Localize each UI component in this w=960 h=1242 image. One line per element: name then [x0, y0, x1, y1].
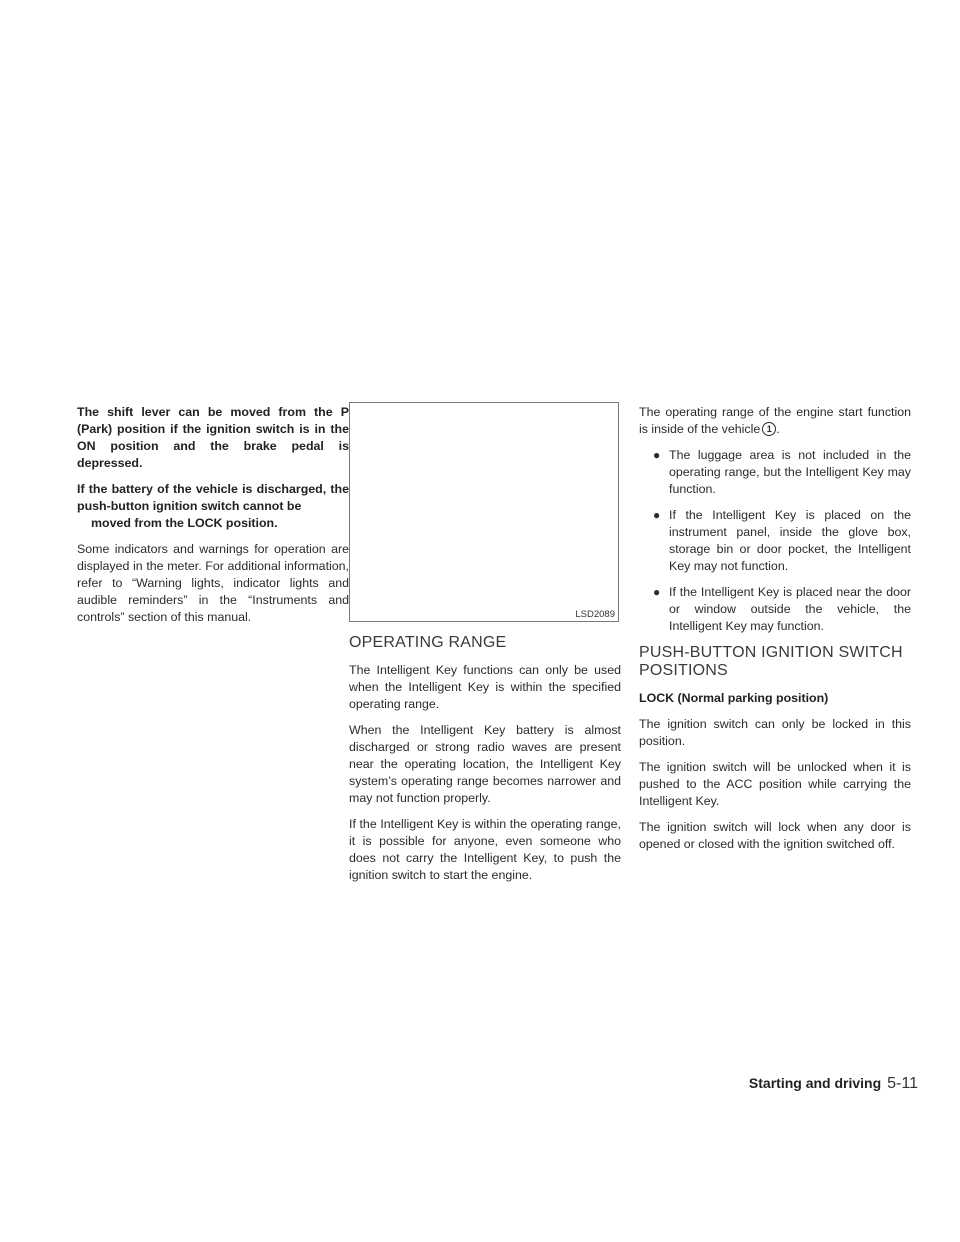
figure-label: LSD2089 — [575, 609, 615, 620]
ignition-positions-heading: PUSH-BUTTON IGNITION SWITCH POSITIONS — [639, 644, 903, 679]
column-left — [77, 404, 349, 635]
bullet-dot-icon: ● — [653, 448, 661, 462]
column-middle — [349, 402, 621, 893]
operating-range-p2: When the Intelligent Key battery is almost discharged or strong radio waves are present near the operating location, the Intelligent Key system’s operating range becomes narrower and may not function properly. — [349, 723, 621, 805]
operating-range-p1: The Intelligent Key functions can only be used when the Intelligent Key is within the specified operating range. — [349, 663, 621, 711]
start-function-period: . — [776, 422, 780, 436]
bullet-item — [639, 507, 911, 575]
bullet-item — [639, 584, 911, 635]
shift-lever-note: The shift lever can be moved from the P (Park) position if the ignition switch is in the ON position and the brake pedal is depressed. — [77, 405, 349, 470]
lock-paragraph-3: The ignition switch will lock when any door is opened or closed with the ignition switched off. — [639, 820, 911, 851]
circled-number-1-icon: 1 — [762, 422, 776, 436]
bullet-dot-icon: ● — [653, 508, 661, 522]
lock-paragraph-2: The ignition switch will be unlocked when it is pushed to the ACC position while carrying the Intelligent Key. — [639, 760, 911, 808]
start-function-range-paragraph — [639, 404, 911, 438]
illustration-figure — [349, 402, 619, 622]
page-number: 5-11 — [887, 1075, 918, 1092]
footer-section-title: Starting and driving — [748, 1075, 882, 1091]
column-right — [639, 404, 911, 862]
battery-note-line2: moved from the LOCK position. — [91, 516, 278, 530]
indicators-paragraph: Some indicators and warnings for operation are displayed in the meter. For additional information, refer to “Warning lights, indicator lights and audible reminders” in the “Instruments and controls” section of this manual. — [77, 542, 349, 624]
page-footer — [718, 1075, 918, 1093]
operating-range-p3: If the Intelligent Key is within the operating range, it is possible for anyone, even someone who does not carry the Intelligent Key, to push the ignition switch to start the engine. — [349, 817, 621, 882]
lock-position-subheading: LOCK (Normal parking position) — [639, 691, 829, 705]
start-function-text: The operating range of the engine start function is inside of the vehicle — [639, 405, 911, 436]
battery-discharge-note — [77, 481, 349, 532]
bullet-text: The luggage area is not included in the operating range, but the Intelligent Key may function. — [669, 448, 911, 496]
battery-note-line1: If the battery of the vehicle is discharged, the push-button ignition switch cannot be — [77, 482, 349, 513]
bullet-dot-icon: ● — [653, 585, 661, 599]
bullet-item — [639, 447, 911, 498]
operating-range-heading: OPERATING RANGE — [349, 634, 507, 651]
bullet-text: If the Intelligent Key is placed on the instrument panel, inside the glove box, storage bin or door pocket, the Intelligent Key may not function. — [669, 508, 911, 573]
bullet-text: If the Intelligent Key is placed near the door or window outside the vehicle, the Intelligent Key may function. — [669, 585, 911, 633]
lock-paragraph-1: The ignition switch can only be locked in this position. — [639, 717, 911, 748]
